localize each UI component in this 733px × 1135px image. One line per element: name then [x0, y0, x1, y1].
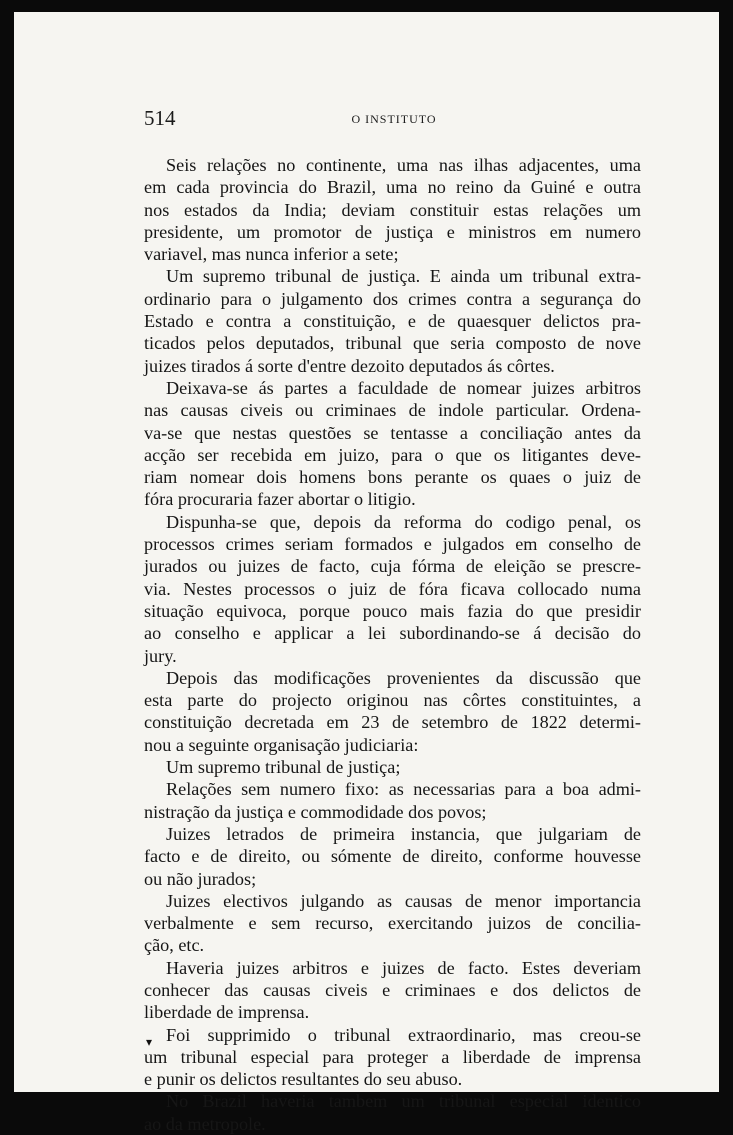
- ink-dot-mark: ▾: [146, 1035, 153, 1049]
- text-line: processos crimes seriam formados e julgados em conselho de: [144, 534, 641, 555]
- text-line: ao da metropole.: [144, 1113, 266, 1134]
- body-text: [144, 154, 641, 1135]
- text-line: Estado e contra a constituição, e de quaesquer delictos pra-: [144, 311, 641, 332]
- text-line: em cada provincia do Brazil, uma no reino da Guiné e outra: [144, 177, 641, 198]
- text-line: via. Nestes processos o juiz de fóra ficava collocado numa: [144, 578, 641, 599]
- text-line: nos estados da India; deviam constituir estas relações um: [144, 199, 641, 220]
- text-line: e punir os delictos resultantes do seu abuso.: [144, 1069, 463, 1090]
- text-line: ao conselho e applicar a lei subordinando-se á decisão do: [144, 623, 641, 644]
- text-line: situação equivoca, porque pouco mais fazia do que presidir: [144, 600, 641, 621]
- text-line: riam nomear dois homens bons perante os quaes o juiz de: [144, 467, 641, 488]
- text-line: jury.: [144, 645, 177, 666]
- text-line: presidente, um promotor de justiça e ministros em numero: [144, 221, 641, 242]
- text-line: nistração da justiça e commodidade dos povos;: [144, 801, 487, 822]
- text-line: nou a seguinte organisação judiciaria:: [144, 734, 419, 755]
- text-line: conhecer das causas civeis e criminaes e dos delictos de: [144, 979, 641, 1000]
- text-line: liberdade de imprensa.: [144, 1002, 310, 1023]
- text-line: Depois das modificações provenientes da discussão que: [166, 667, 641, 688]
- text-line: Um supremo tribunal de justiça. E ainda um tribunal extra-: [166, 266, 641, 287]
- text-line: ordinario para o julgamento dos crimes contra a segurança do: [144, 288, 641, 309]
- text-line: Relações sem numero fixo: as necessarias para a boa admi-: [166, 779, 641, 800]
- text-line: Um supremo tribunal de justiça;: [166, 757, 401, 778]
- text-line: Haveria juizes arbitros e juizes de facto. Estes deveriam: [166, 957, 641, 978]
- journal-title: O INSTITUTO: [351, 112, 437, 126]
- text-line: variavel, mas nunca inferior a sete;: [144, 244, 399, 265]
- text-line: jurados ou juizes de facto, cuja fórma de eleição se prescre-: [144, 556, 641, 577]
- text-line: Seis relações no continente, uma nas ilhas adjacentes, uma: [166, 155, 641, 175]
- text-line: va-se que nestas questões se tentasse a conciliação antes da: [144, 422, 641, 443]
- text-line: um tribunal especial para proteger a liberdade de imprensa: [144, 1046, 641, 1067]
- text-line: Deixava-se ás partes a faculdade de nomear juizes arbitros: [166, 377, 641, 398]
- text-line: esta parte do projecto originou nas côrtes constituintes, a: [144, 690, 641, 711]
- text-line: nas causas civeis ou criminaes de indole particular. Ordena-: [144, 400, 641, 421]
- text-line: ou não jurados;: [144, 868, 257, 889]
- text-line: Foi supprimido o tribunal extraordinario, mas creou-se: [166, 1024, 641, 1045]
- text-line: acção ser recebida em juizo, para o que os litigantes deve-: [144, 444, 641, 465]
- scanned-page: [14, 12, 719, 1134]
- text-line: ção, etc.: [144, 935, 205, 956]
- page-number: 514: [144, 106, 176, 130]
- text-line: constituição decretada em 23 de setembro de 1822 determi-: [144, 712, 641, 733]
- running-head: [144, 106, 644, 136]
- text-line: No Brazil haveria tambem um tribunal especial identico: [166, 1091, 641, 1112]
- text-line: Dispunha-se que, depois da reforma do codigo penal, os: [166, 511, 641, 532]
- text-line: Juizes letrados de primeira instancia, que julgariam de: [166, 823, 641, 844]
- text-line: verbalmente e sem recurso, exercitando juizos de concilia-: [144, 913, 641, 934]
- text-line: fóra procuraria fazer abortar o litigio.: [144, 489, 416, 510]
- text-line: juizes tirados á sorte d'entre dezoito deputados ás côrtes.: [144, 355, 555, 376]
- text-line: facto e de direito, ou sómente de direito, conforme houvesse: [144, 846, 641, 867]
- text-line: ticados pelos deputados, tribunal que seria composto de nove: [144, 333, 641, 354]
- text-line: Juizes electivos julgando as causas de menor importancia: [166, 890, 641, 911]
